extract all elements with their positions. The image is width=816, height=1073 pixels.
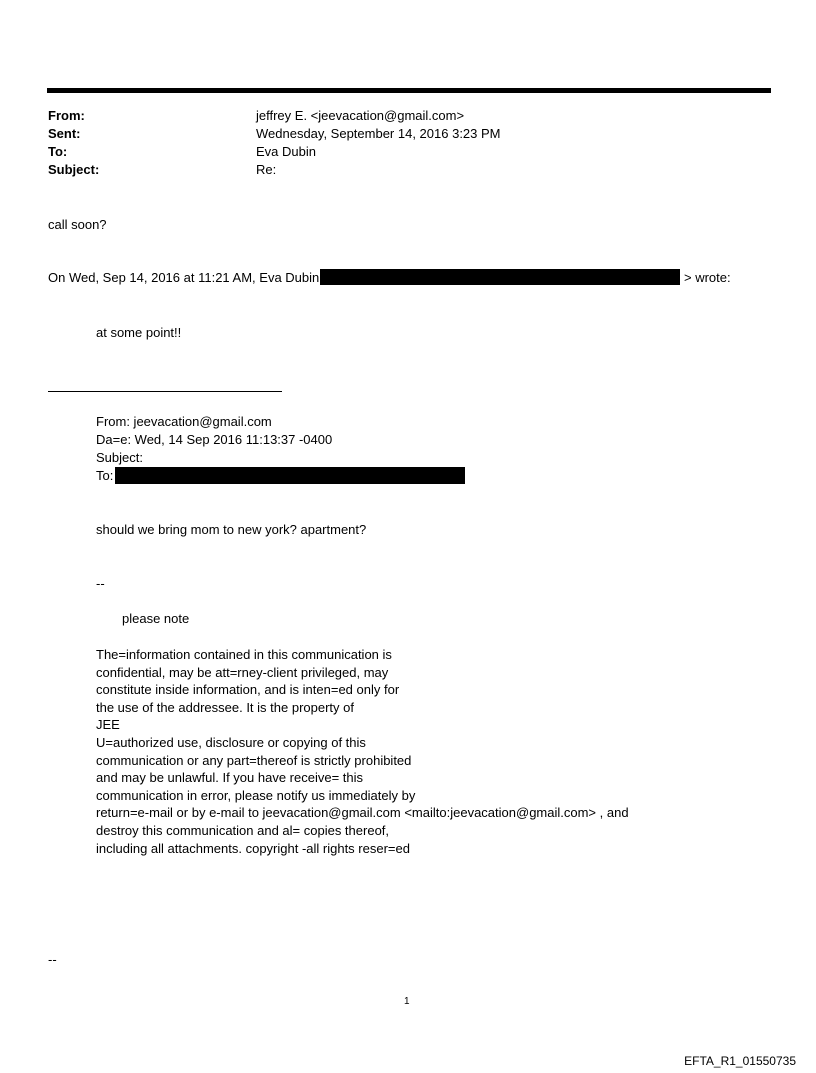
from-row bbox=[48, 107, 648, 125]
sent-row bbox=[48, 125, 648, 143]
please-note: please note bbox=[122, 611, 190, 626]
reply-text: call soon? bbox=[48, 217, 107, 232]
inner-date: Da=e: Wed, 14 Sep 2016 11:13:37 -0400 bbox=[96, 432, 333, 447]
from-value: jeffrey E. <jeevacation@gmail.com> bbox=[256, 108, 465, 123]
disclaimer-line: the use of the addressee. It is the property of bbox=[96, 699, 354, 715]
disclaimer-line: constitute inside information, and is inten=ed only for bbox=[96, 682, 400, 698]
document-id: EFTA_R1_01550735 bbox=[684, 1054, 796, 1068]
disclaimer-line: return=e-mail or by e-mail to jeevacation@gmail.com <mailto:jeevacation@gmail.com> , and bbox=[96, 805, 629, 821]
disclaimer-line: communication in error, please notify us immediately by bbox=[96, 787, 416, 803]
end-separator: -- bbox=[48, 952, 57, 967]
inner-from: From: jeevacation@gmail.com bbox=[96, 414, 272, 429]
from-label: From: bbox=[48, 108, 85, 123]
page-number: 1 bbox=[404, 996, 410, 1007]
disclaimer-line: The=information contained in this communication is bbox=[96, 647, 392, 662]
inner-to: To: bbox=[96, 468, 114, 483]
quote-intro-prefix: On Wed, Sep 14, 2016 at 11:21 AM, Eva Dubin bbox=[48, 270, 320, 285]
disclaimer-line: destroy this communication and al= copies thereof, bbox=[96, 822, 390, 838]
sent-label: Sent: bbox=[48, 126, 81, 141]
to-row bbox=[48, 143, 648, 161]
subject-label: Subject: bbox=[48, 162, 100, 177]
confidentiality-disclaimer bbox=[96, 646, 629, 857]
sent-value: Wednesday, September 14, 2016 3:23 PM bbox=[256, 126, 501, 141]
subject-value: Re: bbox=[256, 162, 277, 177]
quote-divider bbox=[48, 391, 282, 392]
disclaimer-line: confidential, may be att=rney-client privileged, may bbox=[96, 664, 389, 680]
inner-message: should we bring mom to new york? apartment? bbox=[96, 522, 367, 537]
header-rule bbox=[47, 88, 771, 93]
disclaimer-line: JEE bbox=[96, 717, 120, 733]
disclaimer-line: and may be unlawful. If you have receive= this bbox=[96, 770, 364, 786]
redaction-bar bbox=[115, 467, 465, 484]
disclaimer-line: U=authorized use, disclosure or copying of this bbox=[96, 734, 366, 750]
quote-intro-suffix: > wrote: bbox=[684, 270, 731, 285]
quoted-reply: at some point!! bbox=[96, 325, 182, 340]
email-header bbox=[48, 107, 648, 179]
redaction-bar bbox=[320, 269, 680, 285]
disclaimer-line: communication or any part=thereof is strictly prohibited bbox=[96, 752, 412, 768]
to-label: To: bbox=[48, 144, 68, 159]
to-value: Eva Dubin bbox=[256, 144, 316, 159]
subject-row bbox=[48, 161, 648, 179]
inner-subject: Subject: bbox=[96, 450, 143, 465]
disclaimer-line: including all attachments. copyright -all rights reser=ed bbox=[96, 840, 410, 856]
signature-separator: -- bbox=[96, 576, 105, 591]
